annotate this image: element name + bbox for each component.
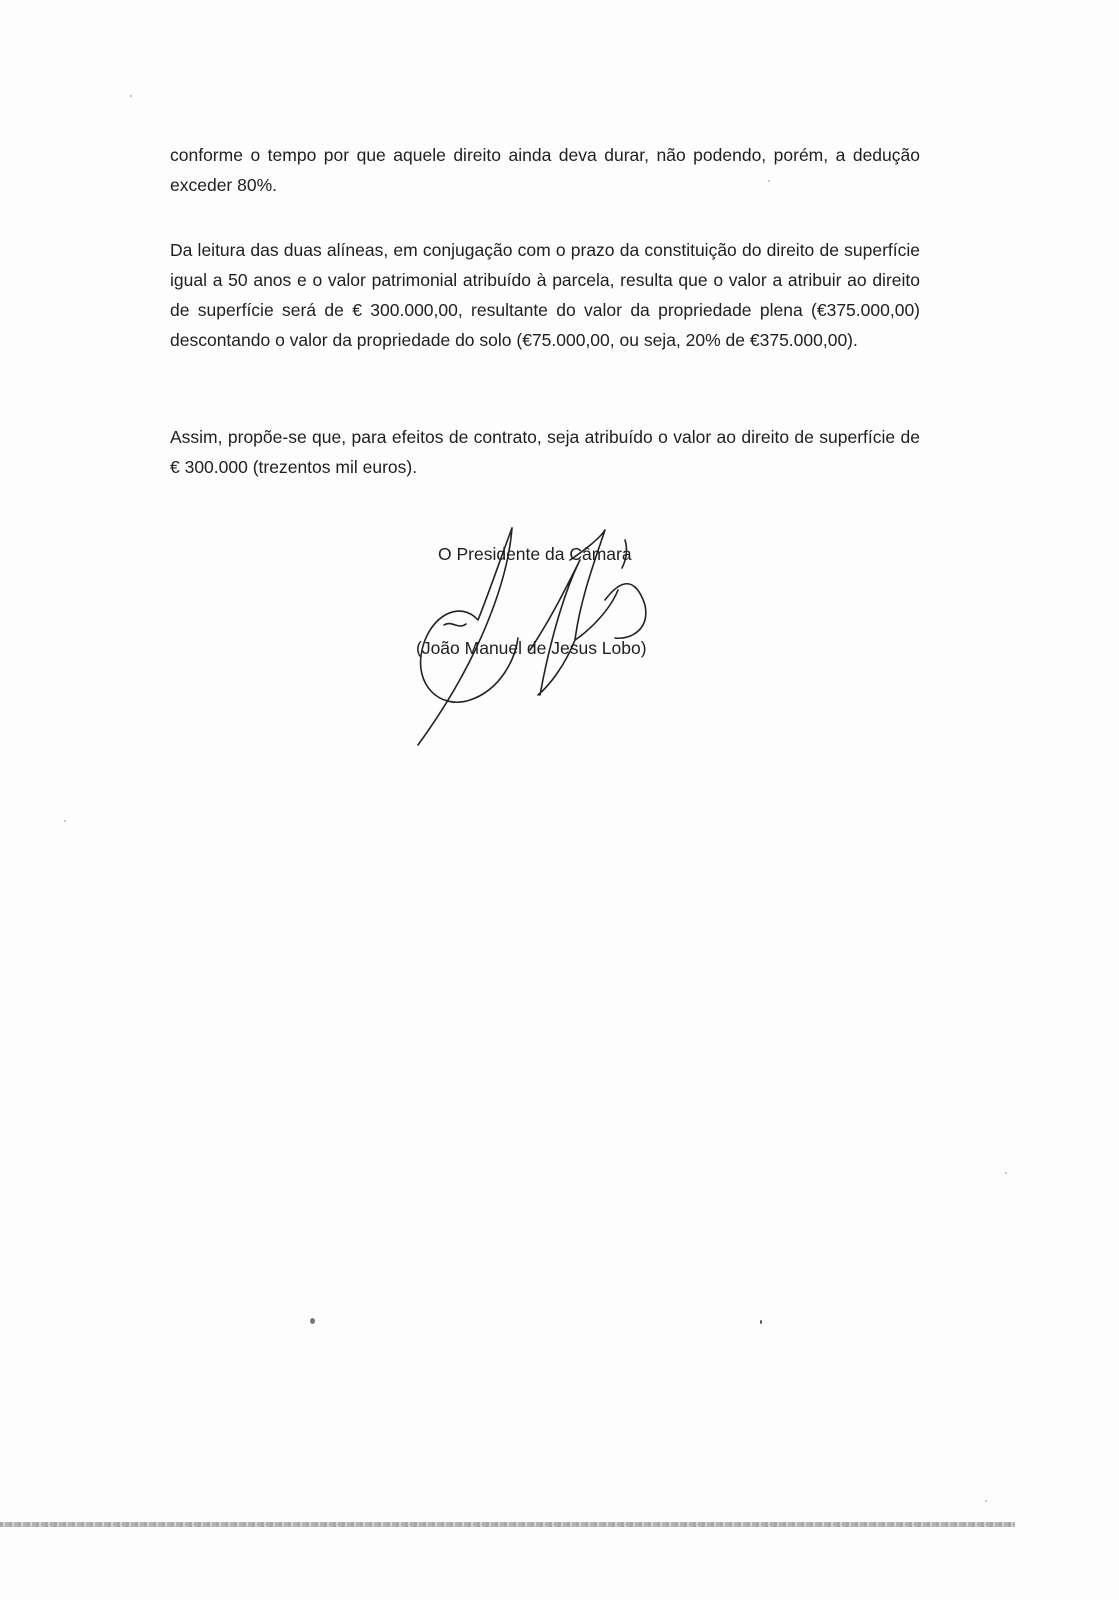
- signatory-name: (João Manuel de Jesus Lobo): [416, 638, 647, 658]
- handwritten-signature: [400, 520, 670, 750]
- scan-speck: [1005, 1172, 1007, 1174]
- scan-speck: [985, 1500, 987, 1502]
- paragraph-2: Da leitura das duas alíneas, em conjugação com o prazo da constituição do direito de superfície igual a 50 anos e o valor patrimonial atribuído à parcela, resulta que o valor a atribuir ao direito de superfície será de € 300.000,00, resultante do valor da propriedade plena (€375.000,00) descontando o valor da propriedade do solo (€75.000,00, ou seja, 20% de €375.000,00).: [170, 240, 920, 350]
- scan-edge-line: [0, 1522, 1015, 1527]
- scan-speck: [310, 1318, 315, 1324]
- scan-speck: [130, 95, 132, 97]
- scan-speck: [760, 1320, 762, 1324]
- paragraph-3: Assim, propõe-se que, para efeitos de contrato, seja atribuído o valor ao direito de superfície de € 300.000 (trezentos mil euros).: [170, 427, 920, 477]
- scan-speck: [64, 820, 66, 822]
- signatory-title: O Presidente da Câmara: [438, 544, 632, 564]
- scan-speck: [768, 180, 770, 182]
- paragraph-1: conforme o tempo por que aquele direito ainda deva durar, não podendo, porém, a dedução exceder 80%.: [170, 145, 920, 195]
